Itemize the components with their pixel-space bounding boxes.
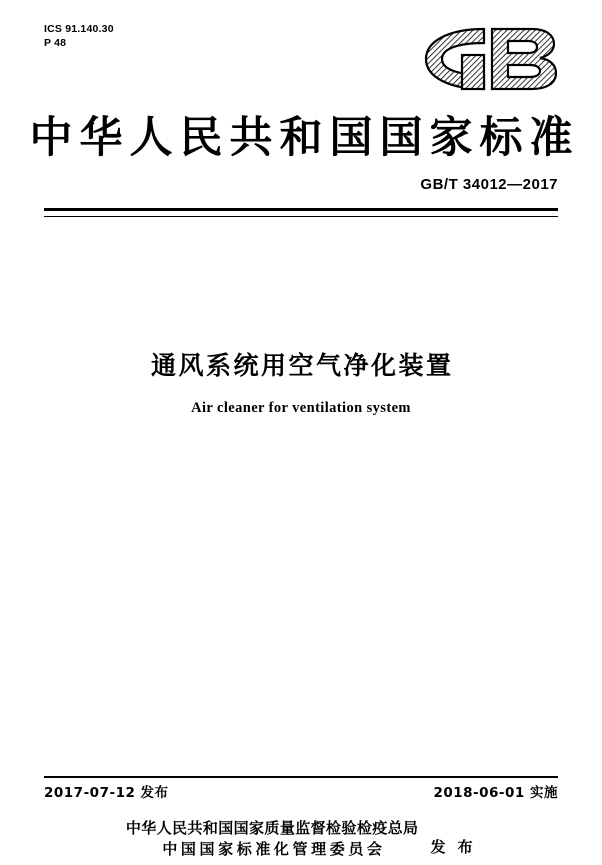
gb-national-standard-logo	[420, 26, 560, 92]
divider-bottom	[44, 776, 558, 778]
issuer-line-2: 中国国家标准化管理委员会	[162, 840, 386, 858]
ics-code: ICS 91.140.30	[44, 23, 114, 35]
divider-thin-top	[44, 216, 558, 217]
divider-thick-top	[44, 208, 558, 211]
page-title: 中华人民共和国国家标准	[29, 113, 580, 163]
document-title-chinese: 通风系统用空气净化装置	[150, 351, 454, 380]
standard-number: GB/T 34012—2017	[420, 176, 558, 193]
ics-classification-block	[44, 22, 114, 50]
issue-date: 2017-07-12 发布	[44, 785, 169, 801]
footer-issuer-block	[0, 818, 602, 860]
issuer-names	[126, 818, 419, 860]
issuer-line-1: 中华人民共和国国家质量监督检验检疫总局	[125, 819, 419, 837]
classification-code: P 48	[44, 37, 67, 49]
document-title-english: Air cleaner for ventilation system	[191, 400, 411, 416]
implementation-date: 2018-06-01 实施	[433, 785, 558, 801]
issue-label: 发 布	[430, 837, 477, 856]
